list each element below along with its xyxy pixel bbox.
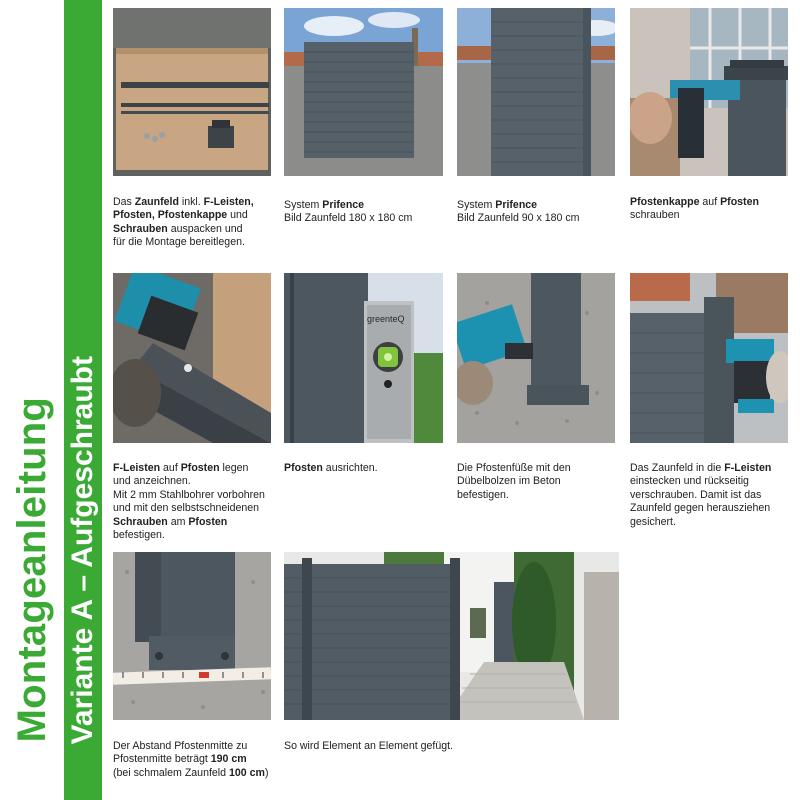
title-main	[4, 0, 60, 800]
step-caption: Pfosten ausrichten.	[284, 462, 378, 474]
step-caption: Pfostenkappe auf Pfosten schrauben	[630, 196, 759, 222]
title-variant-text: Variante A – Aufgeschraubt	[66, 355, 99, 744]
photo-unboxed-parts	[113, 8, 271, 176]
step-caption: Das Zaunfeld inkl. F-Leisten, Pfosten, Pfostenkappe und Schrauben auspacken und für die Montage bereitlegen.	[113, 196, 254, 249]
title-variant-bar	[64, 0, 102, 800]
photo-fence-90x180	[457, 8, 615, 176]
photo-post-cap	[630, 8, 788, 176]
step-caption: System Prifence Bild Zaunfeld 180 x 180 cm	[284, 199, 413, 225]
photo-fence-180x180	[284, 8, 443, 176]
photo-drilling-f-bar	[113, 273, 271, 443]
photo-insert-panel-screw	[630, 273, 788, 443]
photo-fence-row-garden	[284, 552, 619, 720]
photo-post-distance-tape	[113, 552, 271, 720]
step-caption: So wird Element an Element gefügt.	[284, 740, 454, 752]
step-caption: F-Leisten auf Pfosten legen und anzeichnen. Mit 2 mm Stahlbohrer vorbohren und mit den selbstschneidenen Schrauben am Pfosten befestigen.	[113, 462, 265, 542]
step-caption: System Prifence Bild Zaunfeld 90 x 180 cm	[457, 199, 580, 225]
title-main-text: Montageanleitung	[9, 396, 54, 742]
photo-post-base-dowel	[457, 273, 615, 443]
photo-post-level	[284, 273, 443, 443]
level-brand-label: greenteQ	[367, 314, 405, 324]
step-caption: Das Zaunfeld in die F-Leisten einstecken und rückseitig verschrauben. Damit ist das Zaunfeld gegen herausziehen gesichert.	[630, 462, 772, 528]
step-caption: Die Pfostenfüße mit den Dübelbolzen im Beton befestigen.	[457, 462, 571, 501]
step-caption: Der Abstand Pfostenmitte zu Pfostenmitte beträgt 190 cm (bei schmalem Zaunfeld 100 cm)	[113, 740, 269, 779]
